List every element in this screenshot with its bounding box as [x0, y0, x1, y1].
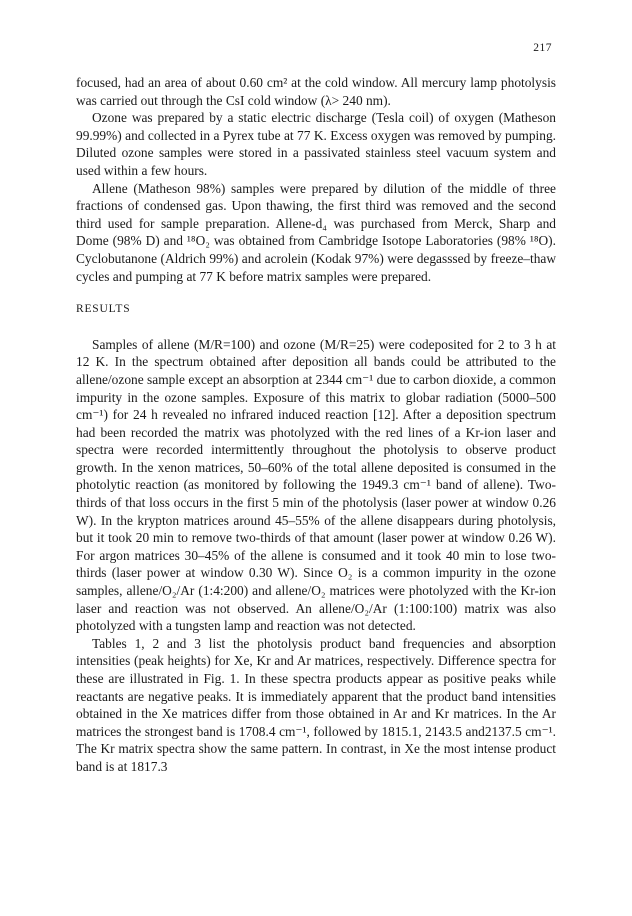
page-number: 217	[533, 42, 552, 54]
paragraph-continuation: focused, had an area of about 0.60 cm² at the cold window. All mercury lamp photolysis was carried out through the CsI cold window (λ> 240 nm).	[76, 75, 556, 108]
paragraph-results-photolysis: Samples of allene (M/R=100) and ozone (M/R=25) were codeposited for 2 to 3 h at 12 K. In the spectrum obtained after deposition all bands could be attributed to the allene/ozone sample except an absorption at 2344 cm⁻¹ due to carbon dioxide, a common impurity in the ozone samples. Exposure of this matrix to globar radiation (5000–500 cm⁻¹) for 24 h revealed no infrared induced reaction [12]. After a deposition spectrum had been recorded the matrix was photolyzed with the red lines of a Kr-ion laser and spectra were recorded intermittently throughout the photolysis to observe product growth. In the xenon matrices, 50–60% of the total allene deposited is consumed in the photolytic reaction (as monitored by following the 1949.3 cm⁻¹ band of allene). Two-thirds of that loss occurs in the first 5 min of the photolysis (laser power at window 0.26 W). In the krypton matrices around 45–55% of the allene disappears during photolysis, but it took 20 min to remove two-thirds of that amount (laser power at window 0.26 W). For argon matrices 30–45% of the allene is consumed and it took 40 min to lose two-thirds (laser power at window 0.30 W). Since O₂ is a common impurity in the ozone samples, allene/O₂/Ar (1:4:200) and allene/O₂ matrices were photolyzed with the Kr-ion laser and reaction was not observed. An allene/O₂/Ar (1:100:100) matrix was also photolyzed with a tungsten lamp and reaction was not detected.	[76, 336, 556, 634]
section-heading-results: RESULTS	[76, 303, 131, 316]
paragraph-results-tables: Tables 1, 2 and 3 list the photolysis product band frequencies and absorption intensities (peak heights) for Xe, Kr and Ar matrices, respectively. Difference spectra for these are illustrated in Fig. 1. In these spectra products appear as positive peaks while reactants are negative peaks. It is immediately apparent that the product band intensities obtained in the Xe matrices differ from those obtained in Ar and Kr matrices. In the Ar matrices the strongest band is 1708.4 cm⁻¹, followed by 1815.1, 2143.5 and2137.5 cm⁻¹. The Kr matrix spectra show the same pattern. In contrast, in Xe the most intense product band is at 1817.3	[76, 635, 556, 774]
paragraph-allene-preparation: Allene (Matheson 98%) samples were prepared by dilution of the middle of three fractions of condensed gas. Upon thawing, the first third was removed and the second third used for sample preparation. Allene-d₄ was purchased from Merck, Sharp and Dome (98% D) and ¹⁸O₂ was obtained from Cambridge Isotope Laboratories (98% ¹⁸O). Cyclobutanone (Aldrich 99%) and acrolein (Kodak 97%) were degasssed by freeze–thaw cycles and pumping at 77 K before matrix samples were prepared.	[76, 180, 556, 284]
paragraph-ozone-preparation: Ozone was prepared by a static electric discharge (Tesla coil) of oxygen (Matheson 99.99%) and collected in a Pyrex tube at 77 K. Excess oxygen was removed by pumping. Diluted ozone samples were stored in a passivated stainless steel vacuum system and used within a few hours.	[76, 110, 556, 178]
article-body	[76, 74, 556, 776]
